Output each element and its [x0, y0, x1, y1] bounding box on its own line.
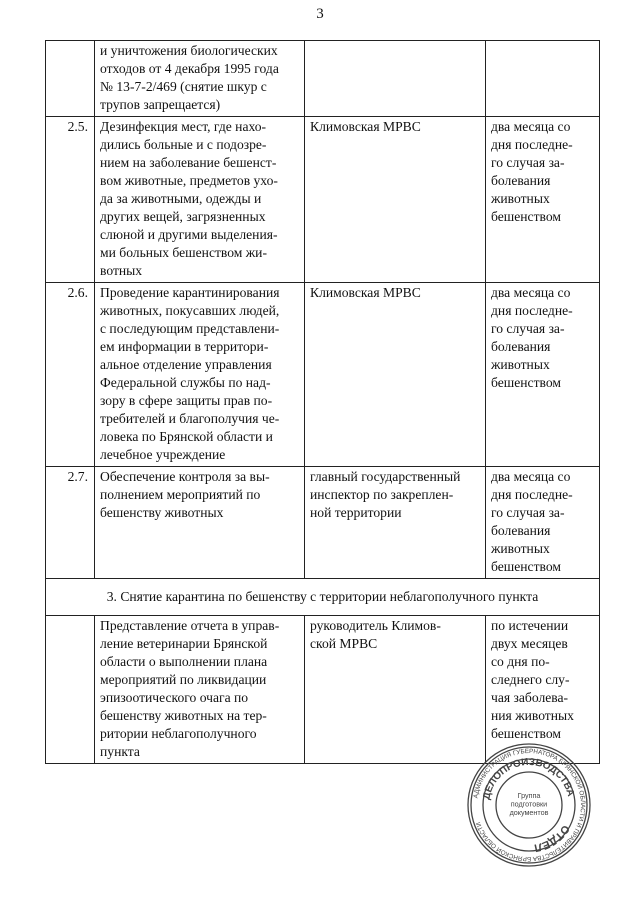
- term-line: бешенством: [491, 726, 561, 741]
- action-line: Обеспечение контроля за вы-: [100, 469, 270, 484]
- term-line: бешенством: [491, 559, 561, 574]
- page-number: 3: [316, 6, 324, 22]
- responsible-line: главный государственный: [310, 469, 461, 484]
- action-cell: [95, 283, 305, 467]
- stamp-dept-text: ОТДЕЛ: [533, 822, 572, 854]
- section-row: [46, 579, 600, 616]
- term-line: го случая за-: [491, 505, 565, 520]
- term-line: болевания: [491, 523, 551, 538]
- responsible-cell: [305, 283, 486, 467]
- stamp-center-line: подготовки: [510, 799, 548, 809]
- term-line: со дня по-: [491, 654, 550, 669]
- action-line: животных, покусавших людей,: [100, 303, 280, 318]
- responsible-cell: [305, 117, 486, 283]
- term-line: двух месяцев: [491, 636, 568, 651]
- term-line: го случая за-: [491, 321, 565, 336]
- responsible-line: инспектор по закреплен-: [310, 487, 454, 502]
- responsible-line: руководитель Климов-: [310, 618, 441, 633]
- action-cell: [95, 117, 305, 283]
- term-line: дня последне-: [491, 487, 573, 502]
- term-line: дня последне-: [491, 137, 573, 152]
- action-line: ми больных бешенством жи-: [100, 245, 267, 260]
- term-cell: [486, 467, 600, 579]
- term-cell: [486, 117, 600, 283]
- responsible-line: Климовская МРВС: [310, 119, 421, 134]
- term-line: болевания: [491, 339, 551, 354]
- action-line: нием на заболевание бешенст-: [100, 155, 277, 170]
- action-line: мероприятий по ликвидации: [100, 672, 267, 687]
- term-line: болевания: [491, 173, 551, 188]
- action-line: слюной и другими выделения-: [100, 227, 278, 242]
- term-line: два месяца со: [491, 285, 571, 300]
- term-line: чая заболева-: [491, 690, 569, 705]
- stamp-dept2-text: ДЕЛОПРОИЗВОДСТВА: [481, 756, 577, 801]
- action-cell: [95, 616, 305, 764]
- table-row: [46, 283, 600, 467]
- term-line: два месяца со: [491, 119, 571, 134]
- action-line: требителей и благополучия че-: [100, 411, 280, 426]
- row-number: [46, 616, 95, 764]
- stamp-center-line: документов: [509, 808, 549, 817]
- term-line: два месяца со: [491, 469, 571, 484]
- action-line: трупов запрещается): [100, 97, 221, 112]
- term-line: го случая за-: [491, 155, 565, 170]
- stamp-seal: [466, 742, 592, 868]
- action-line: Проведение карантинирования: [100, 285, 280, 300]
- action-line: альное отделение управления: [100, 357, 272, 372]
- section-heading: 3. Снятие карантина по бешенству с территории неблагополучного пункта: [46, 579, 600, 616]
- action-cell: [95, 41, 305, 117]
- action-line: пункта: [100, 744, 140, 759]
- table-row: [46, 41, 600, 117]
- responsible-cell: [305, 41, 486, 117]
- action-line: других вещей, загрязненных: [100, 209, 266, 224]
- term-line: дня последне-: [491, 303, 573, 318]
- action-line: ритории неблагополучного: [100, 726, 257, 741]
- term-line: животных: [491, 191, 550, 206]
- action-line: области о выполнении плана: [100, 654, 268, 669]
- table-row: [46, 467, 600, 579]
- table-row: [46, 117, 600, 283]
- action-line: ление ветеринарии Брянской: [100, 636, 268, 651]
- measures-table: [45, 40, 600, 764]
- term-line: бешенством: [491, 375, 561, 390]
- row-number: [46, 41, 95, 117]
- action-line: ем информации в территори-: [100, 339, 269, 354]
- stamp-center-line: Группа: [517, 791, 541, 800]
- action-line: и уничтожения биологических: [100, 43, 278, 58]
- action-line: зору в сфере защиты прав по-: [100, 393, 273, 408]
- action-line: эпизоотического очага по: [100, 690, 249, 705]
- row-number: 2.6.: [46, 283, 95, 467]
- term-line: животных: [491, 541, 550, 556]
- action-line: дились больные и с подозре-: [100, 137, 267, 152]
- term-cell: [486, 41, 600, 117]
- action-line: бешенству животных: [100, 505, 224, 520]
- row-number: 2.7.: [46, 467, 95, 579]
- term-cell: [486, 283, 600, 467]
- action-line: да за животными, одежды и: [100, 191, 262, 206]
- term-line: по истечении: [491, 618, 569, 633]
- term-line: бешенством: [491, 209, 561, 224]
- action-line: бешенству животных на тер-: [100, 708, 267, 723]
- action-line: отходов от 4 декабря 1995 года: [100, 61, 279, 76]
- responsible-line: ной территории: [310, 505, 402, 520]
- action-line: с последующим представлени-: [100, 321, 280, 336]
- action-line: Дезинфекция мест, где нахо-: [100, 119, 267, 134]
- action-line: полнением мероприятий по: [100, 487, 261, 502]
- action-line: вотных: [100, 263, 143, 278]
- stamp-ring-text: АДМИНИСТРАЦИЯ ГУБЕРНАТОРА БРЯНСКОЙ ОБЛАСТИ И ПРАВИТЕЛЬСТВА БРЯНСКОЙ ОБЛАСТИ: [472, 747, 587, 863]
- action-line: лечебное учреждение: [100, 447, 226, 462]
- action-line: № 13-7-2/469 (снятие шкур с: [100, 79, 267, 94]
- action-line: Федеральной службы по над-: [100, 375, 271, 390]
- responsible-line: ской МРВС: [310, 636, 378, 651]
- term-line: ния животных: [491, 708, 574, 723]
- responsible-cell: [305, 616, 486, 764]
- action-line: вом животные, предметов ухо-: [100, 173, 278, 188]
- action-line: ловека по Брянской области и: [100, 429, 273, 444]
- action-cell: [95, 467, 305, 579]
- action-line: Представление отчета в управ-: [100, 618, 280, 633]
- row-number: 2.5.: [46, 117, 95, 283]
- responsible-line: Климовская МРВС: [310, 285, 421, 300]
- term-line: следнего слу-: [491, 672, 570, 687]
- term-line: животных: [491, 357, 550, 372]
- responsible-cell: [305, 467, 486, 579]
